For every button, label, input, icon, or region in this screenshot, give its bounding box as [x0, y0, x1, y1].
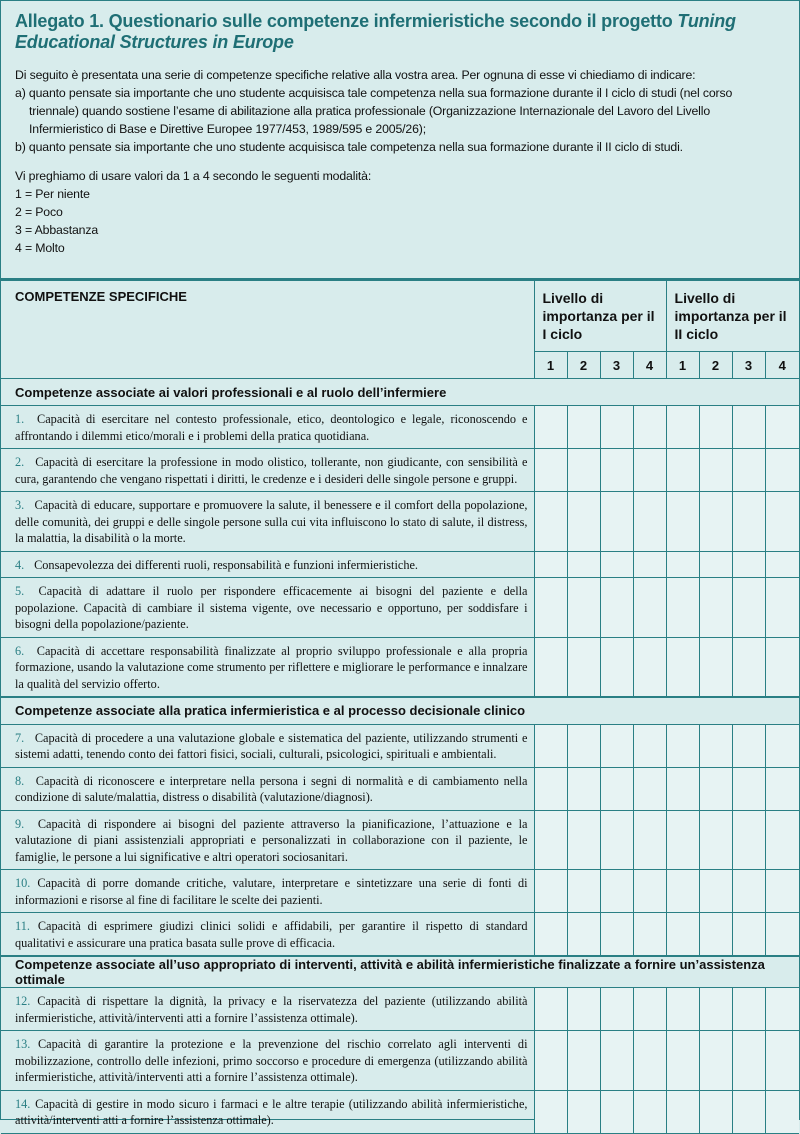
rating-cell-II-4[interactable] [765, 637, 799, 697]
rating-cell-I-2[interactable] [567, 988, 600, 1031]
rating-cell-II-2[interactable] [699, 870, 732, 913]
section-row [1, 956, 799, 988]
intro-lead: Di seguito è presentata una serie di competenze specifiche relative alla vostra area. Per ognuna di esse vi chiediamo di indicare: [15, 68, 696, 82]
rating-cell-II-2[interactable] [699, 551, 732, 578]
rating-cell-II-3[interactable] [732, 637, 765, 697]
section-row [1, 697, 799, 724]
section-row [1, 379, 799, 406]
competence-row [1, 406, 799, 449]
title-italic: Tuning Educational Structures in Europe [15, 11, 736, 52]
competence-text: Capacità di porre domande critiche, valutare, interpretare e sintetizzare una serie di fonti di informazioni e risorse al fine di facilitare le scelte dei pazienti. [15, 876, 528, 907]
rating-cell-II-2[interactable] [699, 449, 732, 492]
rating-cell-I-3[interactable] [600, 988, 633, 1031]
competence-text: Capacità di educare, supportare e promuovere la salute, il benessere e il comfort della popolazione, delle comunità, dei gruppi e delle singole persone sulla cui vita influiscono lo stato di salute, il distress, la malattia, la disabilità o la morte. [15, 498, 528, 545]
rating-cell-II-4[interactable] [765, 810, 799, 870]
rating-cell-I-4[interactable] [633, 870, 666, 913]
rating-cell-I-3[interactable] [600, 578, 633, 638]
competence-number: 9. [15, 816, 25, 831]
rating-cell-I-3[interactable] [600, 913, 633, 957]
rating-cell-I-4[interactable] [633, 551, 666, 578]
competence-number: 1. [15, 412, 25, 426]
competence-row [1, 1031, 799, 1091]
rating-cell-I-3[interactable] [600, 1090, 633, 1133]
page-title [15, 11, 785, 53]
rating-cell-I-2[interactable] [567, 810, 600, 870]
intro-point-a: a) quanto pensate sia importante che uno studente acquisisca tale competenza nella sua formazione durante il I ciclo di studi (nel corso triennale) quando sostiene l’esame di abilitazione alla pratica professionale (Organizzazione Internazionale del Lavoro del Livello Infermieristico di Base e Direttive Europee 1977/453, 1989/595 e 2005/26); [15, 86, 733, 136]
rating-cell-I-1[interactable] [534, 637, 567, 697]
competence-number: 10. [15, 876, 31, 890]
competence-table [1, 281, 799, 1134]
scale-item-1: 1 = Per niente [15, 187, 90, 201]
rating-cell-I-1[interactable] [534, 551, 567, 578]
rating-cell-II-1[interactable] [666, 724, 699, 767]
rating-cell-II-4[interactable] [765, 988, 799, 1031]
competence-text: Capacità di gestire in modo sicuro i farmaci e le altre terapie (utilizzando abilità infermieristiche, attività/interventi atti a fornire l’assistenza ottimale). [15, 1096, 528, 1127]
rating-cell-I-2[interactable] [567, 551, 600, 578]
rating-cell-I-4[interactable] [633, 1031, 666, 1091]
competence-text: Capacità di esercitare la professione in modo olistico, tollerante, non giudicante, con sensibilità e cura, garantendo che vengano rispettati i diritti, le credenze e i desideri delle singole persone e gruppi. [15, 455, 528, 486]
rating-cell-II-3[interactable] [732, 913, 765, 957]
rating-cell-II-3[interactable] [732, 551, 765, 578]
rating-cell-II-1[interactable] [666, 767, 699, 810]
competence-number: 3. [15, 498, 25, 512]
rating-cell-I-2[interactable] [567, 724, 600, 767]
rating-cell-II-1[interactable] [666, 810, 699, 870]
rating-cell-I-2[interactable] [567, 1031, 600, 1091]
competence-row [1, 988, 799, 1031]
competence-row [1, 578, 799, 638]
rating-cell-I-3[interactable] [600, 637, 633, 697]
rating-cell-II-1[interactable] [666, 551, 699, 578]
scale-item-4: 4 = Molto [15, 241, 65, 255]
rating-cell-II-2[interactable] [699, 767, 732, 810]
rating-cell-I-3[interactable] [600, 492, 633, 552]
rating-cell-I-4[interactable] [633, 637, 666, 697]
rating-cell-I-1[interactable] [534, 913, 567, 957]
competence-number: 6. [15, 643, 25, 658]
competence-number: 11. [15, 919, 30, 933]
scale-intro: Vi preghiamo di usare valori da 1 a 4 secondo le seguenti modalità: [15, 169, 372, 183]
rating-cell-II-1[interactable] [666, 1090, 699, 1133]
rating-cell-I-1[interactable] [534, 578, 567, 638]
rating-cell-II-1[interactable] [666, 1031, 699, 1091]
rating-cell-II-4[interactable] [765, 406, 799, 449]
rating-cell-II-2[interactable] [699, 637, 732, 697]
competence-text-cell [1, 1031, 534, 1091]
rating-cell-II-1[interactable] [666, 637, 699, 697]
competence-row [1, 810, 799, 870]
competence-text: Capacità di adattare il ruolo per rispondere efficacemente ai bisogni del paziente e della popolazione. Capacità di cambiare il sistema vigente, ove necessario e opportuno, per soddisfare i bisogni della popolazione/paziente. [15, 584, 528, 631]
rating-cell-I-4[interactable] [633, 1090, 666, 1133]
competence-text-cell [1, 406, 534, 449]
competence-text: Capacità di esprimere giudizi clinici solidi e affidabili, per garantire il rispetto di standard qualitativi e assicurare una pratica basata sulle prove di efficacia. [15, 919, 528, 950]
competence-text: Consapevolezza dei differenti ruoli, responsabilità e funzioni infermieristiche. [34, 557, 418, 572]
rating-cell-II-3[interactable] [732, 1090, 765, 1133]
rating-cell-II-4[interactable] [765, 1090, 799, 1133]
scale-col-II-4: 4 [765, 352, 799, 379]
intro-block [1, 1, 799, 257]
rating-cell-I-1[interactable] [534, 870, 567, 913]
rating-cell-II-1[interactable] [666, 870, 699, 913]
rating-cell-I-4[interactable] [633, 492, 666, 552]
section-title: Competenze associate ai valori professionali e al ruolo dell’infermiere [1, 379, 799, 406]
rating-cell-I-4[interactable] [633, 913, 666, 957]
scale-col-I-1: 1 [534, 352, 567, 379]
scale-col-II-1: 1 [666, 352, 699, 379]
rating-cell-II-3[interactable] [732, 724, 765, 767]
rating-cell-I-3[interactable] [600, 406, 633, 449]
rating-cell-II-2[interactable] [699, 724, 732, 767]
rating-cell-I-4[interactable] [633, 578, 666, 638]
competence-number: 2. [15, 455, 25, 469]
rating-cell-II-3[interactable] [732, 1031, 765, 1091]
rating-cell-II-1[interactable] [666, 492, 699, 552]
header-level-2: Livello di importanza per il II ciclo [666, 281, 799, 352]
competence-number: 8. [15, 773, 25, 788]
rating-cell-I-2[interactable] [567, 870, 600, 913]
competence-text-cell [1, 724, 534, 767]
scale-col-II-2: 2 [699, 352, 732, 379]
competence-text-cell [1, 578, 534, 638]
rating-cell-II-1[interactable] [666, 578, 699, 638]
rating-cell-I-1[interactable] [534, 406, 567, 449]
section-title: Competenze associate all’uso appropriato di interventi, attività e abilità infermieristiche finalizzate a fornire un’assistenza ottimale [1, 956, 799, 988]
rating-cell-II-4[interactable] [765, 870, 799, 913]
competence-row [1, 767, 799, 810]
rating-cell-II-1[interactable] [666, 988, 699, 1031]
rating-cell-II-3[interactable] [732, 578, 765, 638]
rating-cell-II-2[interactable] [699, 406, 732, 449]
rating-cell-I-3[interactable] [600, 449, 633, 492]
rating-cell-I-4[interactable] [633, 767, 666, 810]
rating-cell-I-1[interactable] [534, 1031, 567, 1091]
rating-cell-II-4[interactable] [765, 913, 799, 957]
competence-text-cell [1, 492, 534, 552]
scale-col-II-3: 3 [732, 352, 765, 379]
rating-cell-II-4[interactable] [765, 578, 799, 638]
rating-cell-I-1[interactable] [534, 492, 567, 552]
rating-cell-I-3[interactable] [600, 551, 633, 578]
rating-cell-I-2[interactable] [567, 1090, 600, 1133]
rating-cell-I-2[interactable] [567, 578, 600, 638]
rating-cell-II-3[interactable] [732, 492, 765, 552]
rating-cell-I-1[interactable] [534, 1090, 567, 1133]
rating-cell-II-3[interactable] [732, 810, 765, 870]
competence-number: 13. [15, 1037, 31, 1051]
rating-cell-II-4[interactable] [765, 449, 799, 492]
rating-cell-II-3[interactable] [732, 870, 765, 913]
competence-row [1, 870, 799, 913]
competence-number: 12. [15, 994, 31, 1008]
rating-cell-I-3[interactable] [600, 870, 633, 913]
rating-cell-II-2[interactable] [699, 1031, 732, 1091]
competence-body [1, 379, 799, 1134]
rating-cell-II-1[interactable] [666, 913, 699, 957]
rating-cell-II-2[interactable] [699, 492, 732, 552]
rating-cell-II-2[interactable] [699, 913, 732, 957]
competence-row [1, 551, 799, 578]
rating-cell-II-3[interactable] [732, 988, 765, 1031]
competence-number: 7. [15, 730, 25, 745]
rating-cell-I-4[interactable] [633, 449, 666, 492]
competence-text: Capacità di riconoscere e interpretare nella persona i segni di normalità e di cambiamento nella condizione di salute/malattia, distress o disabilità (valutazione/diagnosi). [15, 773, 528, 804]
competence-text: Capacità di rispettare la dignità, la privacy e la riservatezza del paziente (utilizzando abilità infermieristiche, attività/interventi atti a fornire l’assistenza ottimale). [15, 994, 528, 1025]
competence-row [1, 449, 799, 492]
competence-text-cell [1, 913, 534, 957]
rating-cell-I-3[interactable] [600, 767, 633, 810]
competence-row [1, 913, 799, 957]
scale-col-I-2: 2 [567, 352, 600, 379]
rating-cell-I-2[interactable] [567, 406, 600, 449]
competence-table-wrap [1, 278, 799, 1134]
competence-text-cell [1, 551, 534, 578]
rating-cell-II-4[interactable] [765, 767, 799, 810]
rating-cell-II-4[interactable] [765, 492, 799, 552]
rating-cell-I-3[interactable] [600, 810, 633, 870]
competence-number: 4. [15, 557, 25, 572]
rating-cell-I-4[interactable] [633, 988, 666, 1031]
competence-text: Capacità di garantire la protezione e la prevenzione del rischio correlato agli interventi di mobilizzazione, controllo delle infezioni, primo soccorso e procedure di emergenza (utilizzando abilità infermieristiche, attività/interventi atti a fornire l’assistenza ottimale). [15, 1037, 528, 1084]
rating-cell-II-4[interactable] [765, 1031, 799, 1091]
scale-item-2: 2 = Poco [15, 205, 63, 219]
header-level-1: Livello di importanza per il I ciclo [534, 281, 666, 352]
competence-text: Capacità di rispondere ai bisogni del paziente attraverso la pianificazione, l’attuazione e la valutazione di piani assistenziali appropriati e personalizzati in collaborazione con il paziente, le famiglie, le persone a lui significative e altri operatori sociosanitari. [15, 816, 528, 864]
intro-point-b: b) quanto pensate sia importante che uno studente acquisisca tale competenza nella sua formazione durante il II ciclo di studi. [15, 140, 683, 154]
rating-cell-I-1[interactable] [534, 988, 567, 1031]
header-competenze: COMPETENZE SPECIFICHE [1, 281, 534, 379]
competence-row [1, 492, 799, 552]
competence-text: Capacità di accettare responsabilità finalizzate al proprio sviluppo professionale e alla propria formazione, usando la valutazione come strumento per riflettere e migliorare le performance e innalzare la qualità del servizio offerto. [15, 643, 528, 691]
rating-cell-I-1[interactable] [534, 767, 567, 810]
rating-cell-II-1[interactable] [666, 449, 699, 492]
rating-cell-I-2[interactable] [567, 637, 600, 697]
scale-col-I-3: 3 [600, 352, 633, 379]
competence-row [1, 637, 799, 697]
rating-cell-II-4[interactable] [765, 724, 799, 767]
rating-cell-I-1[interactable] [534, 449, 567, 492]
competence-text-cell [1, 870, 534, 913]
competence-text-cell [1, 449, 534, 492]
scale-item-3: 3 = Abbastanza [15, 223, 99, 237]
scale-col-I-4: 4 [633, 352, 666, 379]
rating-cell-I-2[interactable] [567, 767, 600, 810]
rating-cell-I-4[interactable] [633, 810, 666, 870]
title-regular: Allegato 1. Questionario sulle competenze infermieristiche secondo il progetto [15, 11, 678, 31]
rating-cell-II-2[interactable] [699, 810, 732, 870]
rating-cell-II-1[interactable] [666, 406, 699, 449]
rating-cell-I-1[interactable] [534, 724, 567, 767]
rating-cell-I-2[interactable] [567, 449, 600, 492]
competence-text-cell [1, 637, 534, 697]
competence-text-cell [1, 988, 534, 1031]
rating-cell-I-4[interactable] [633, 724, 666, 767]
rating-cell-II-3[interactable] [732, 449, 765, 492]
rating-cell-II-4[interactable] [765, 551, 799, 578]
competence-row [1, 724, 799, 767]
rating-cell-II-2[interactable] [699, 1090, 732, 1133]
competence-text: Capacità di procedere a una valutazione globale e sistematica del paziente, utilizzando strumenti e sistemi adatti, tenendo conto dei fattori fisici, sociali, culturali, psicologici, spirituali e ambientali. [15, 730, 528, 761]
rating-cell-I-3[interactable] [600, 724, 633, 767]
rating-cell-II-2[interactable] [699, 578, 732, 638]
section-title: Competenze associate alla pratica infermieristica e al processo decisionale clinico [1, 697, 799, 724]
competence-text-cell [1, 767, 534, 810]
rating-cell-II-2[interactable] [699, 988, 732, 1031]
rating-cell-II-3[interactable] [732, 767, 765, 810]
rating-cell-I-2[interactable] [567, 913, 600, 957]
competence-text: Capacità di esercitare nel contesto professionale, etico, deontologico e legale, riconoscendo e affrontando i dilemmi etico/morali e i problemi della pratica quotidiana. [15, 412, 528, 443]
competence-row [1, 1090, 799, 1133]
rating-cell-I-4[interactable] [633, 406, 666, 449]
rating-cell-I-2[interactable] [567, 492, 600, 552]
competence-number: 5. [15, 584, 25, 598]
rating-cell-I-3[interactable] [600, 1031, 633, 1091]
competence-text-cell [1, 1090, 534, 1133]
rating-cell-I-1[interactable] [534, 810, 567, 870]
rating-cell-II-3[interactable] [732, 406, 765, 449]
competence-number: 14. [15, 1096, 31, 1111]
competence-text-cell [1, 810, 534, 870]
